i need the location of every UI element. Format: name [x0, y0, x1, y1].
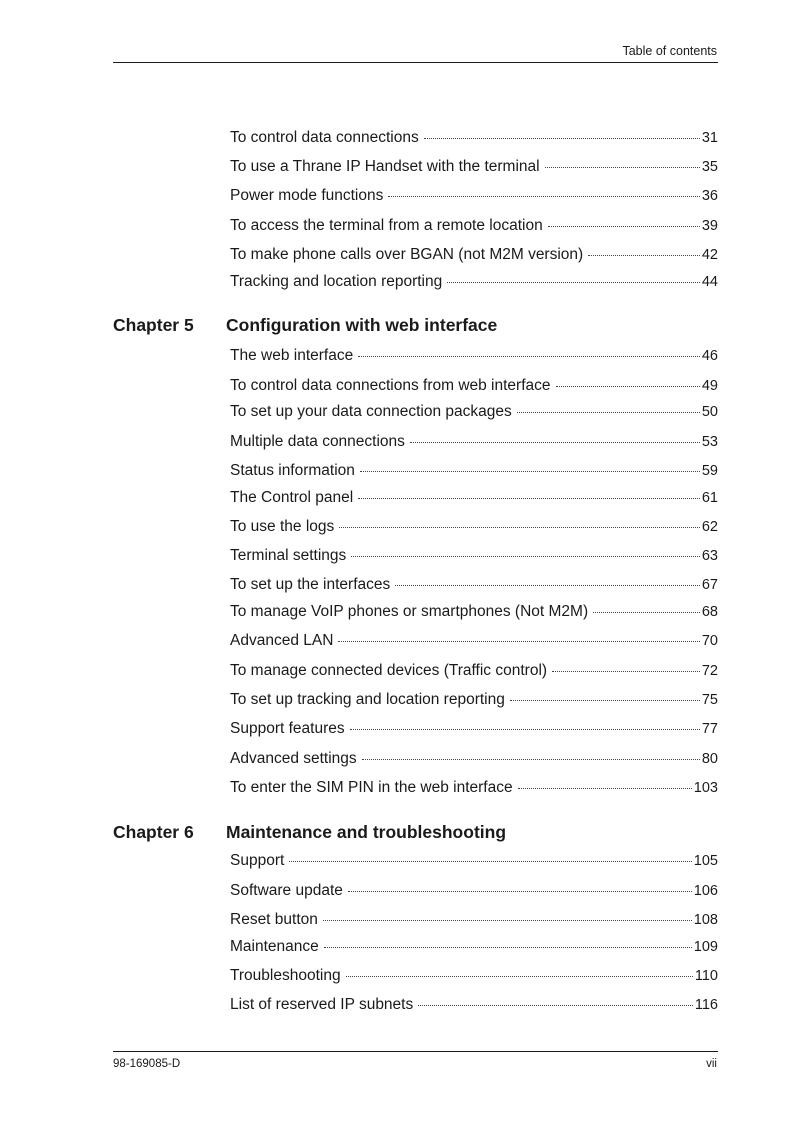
dot-leader	[346, 976, 693, 977]
chapter-heading[interactable]	[113, 821, 718, 843]
toc-entry[interactable]	[230, 488, 718, 508]
toc-entry[interactable]	[230, 749, 718, 769]
toc-entry-title: To enter the SIM PIN in the web interface	[230, 779, 513, 796]
toc-entry[interactable]	[230, 272, 718, 292]
toc-entry-title: Power mode functions	[230, 187, 384, 204]
toc-entry-title: To manage VoIP phones or smartphones (Not M2M)	[230, 603, 589, 620]
toc-entry-page: 103	[693, 780, 718, 796]
toc-entry[interactable]	[230, 157, 718, 177]
chapter-label: Chapter 6	[113, 822, 194, 842]
chapter-title: Maintenance and troubleshooting	[226, 822, 507, 842]
toc-entry-page: 109	[693, 939, 718, 955]
toc-entry-title: Reset button	[230, 911, 318, 928]
toc-entry-title: To set up your data connection packages	[230, 403, 512, 420]
toc-entry[interactable]	[230, 546, 718, 566]
toc-entry[interactable]	[230, 245, 718, 265]
toc-entry[interactable]	[230, 432, 718, 452]
toc-entry[interactable]	[230, 186, 718, 206]
toc-entry[interactable]	[230, 719, 718, 739]
toc-entry-title: Tracking and location reporting	[230, 273, 443, 290]
toc-entry-page: 50	[701, 404, 718, 420]
toc-entry[interactable]	[230, 910, 718, 930]
toc-entry-page: 49	[701, 378, 718, 394]
toc-entry-page: 63	[701, 548, 718, 564]
toc-entry-page: 70	[701, 633, 718, 649]
header-divider	[113, 62, 718, 63]
toc-entry-title: To make phone calls over BGAN (not M2M version)	[230, 246, 584, 263]
toc-entry-title: Support features	[230, 720, 345, 737]
toc-entry[interactable]	[230, 461, 718, 481]
toc-entry-page: 59	[701, 463, 718, 479]
toc-entry-page: 68	[701, 604, 718, 620]
toc-entry-page: 46	[701, 348, 718, 364]
toc-entry-page: 72	[701, 663, 718, 679]
toc-entry[interactable]	[230, 517, 718, 537]
dot-leader	[323, 920, 692, 921]
toc-entry-title: Status information	[230, 462, 355, 479]
toc-entry[interactable]	[230, 661, 718, 681]
toc-entry[interactable]	[230, 216, 718, 236]
toc-entry-title: Maintenance	[230, 938, 319, 955]
toc-entry-page: 105	[693, 853, 718, 869]
toc-entry[interactable]	[230, 631, 718, 651]
toc-entry[interactable]	[230, 851, 718, 871]
dot-leader	[362, 759, 700, 760]
toc-entry-title: To control data connections	[230, 129, 419, 146]
dot-leader	[418, 1005, 693, 1006]
dot-leader	[517, 412, 700, 413]
chapter-label: Chapter 5	[113, 315, 194, 335]
toc-entry-title: To control data connections from web interface	[230, 377, 551, 394]
toc-entry-page: 108	[693, 912, 718, 928]
toc-entry-page: 42	[701, 247, 718, 263]
toc-entry-page: 35	[701, 159, 718, 175]
header-title: Table of contents	[622, 44, 717, 58]
page-number: vii	[706, 1058, 717, 1070]
toc-entry-page: 61	[701, 490, 718, 506]
toc-entry-title: To access the terminal from a remote location	[230, 217, 543, 234]
dot-leader	[350, 729, 700, 730]
toc-entry-page: 75	[701, 692, 718, 708]
toc-entry-page: 62	[701, 519, 718, 535]
dot-leader	[447, 282, 700, 283]
dot-leader	[545, 167, 700, 168]
toc-entry-title: To set up tracking and location reporting	[230, 691, 505, 708]
toc-entry-title: Advanced settings	[230, 750, 357, 767]
toc-entry-title: Multiple data connections	[230, 433, 405, 450]
toc-entry-page: 110	[694, 968, 718, 984]
toc-entry-title: To use a Thrane IP Handset with the terminal	[230, 158, 540, 175]
toc-entry-page: 36	[701, 188, 718, 204]
toc-entry[interactable]	[230, 602, 718, 622]
document-number: 98-169085-D	[113, 1058, 181, 1070]
dot-leader	[358, 498, 700, 499]
dot-leader	[338, 641, 699, 642]
footer-divider	[113, 1051, 718, 1052]
toc-entry-title: List of reserved IP subnets	[230, 996, 414, 1013]
dot-leader	[424, 138, 700, 139]
toc-entry-page: 39	[701, 218, 718, 234]
toc-entry[interactable]	[230, 690, 718, 710]
toc-entry[interactable]	[230, 881, 718, 901]
dot-leader	[510, 700, 700, 701]
toc-entry-page: 116	[694, 997, 718, 1013]
toc-entry-title: To set up the interfaces	[230, 576, 391, 593]
toc-entry[interactable]	[230, 966, 718, 986]
dot-leader	[289, 861, 692, 862]
toc-entry-title: Software update	[230, 882, 343, 899]
toc-entry-title: To use the logs	[230, 518, 335, 535]
toc-entry[interactable]	[230, 995, 718, 1015]
dot-leader	[339, 527, 700, 528]
toc-entry-page: 77	[701, 721, 718, 737]
toc-entry-title: To manage connected devices (Traffic control)	[230, 662, 548, 679]
dot-leader	[324, 947, 692, 948]
dot-leader	[360, 471, 700, 472]
chapter-heading[interactable]	[113, 314, 718, 336]
dot-leader	[358, 356, 700, 357]
dot-leader	[351, 556, 700, 557]
toc-entry-title: The Control panel	[230, 489, 354, 506]
dot-leader	[593, 612, 700, 613]
toc-entry[interactable]	[230, 575, 718, 595]
toc-entry[interactable]	[230, 346, 718, 366]
toc-entry[interactable]	[230, 778, 718, 798]
toc-entry-title: Troubleshooting	[230, 967, 341, 984]
toc-entry-title: Advanced LAN	[230, 632, 334, 649]
toc-entry-page: 106	[693, 883, 718, 899]
dot-leader	[388, 196, 700, 197]
toc-entry[interactable]	[230, 128, 718, 148]
dot-leader	[548, 226, 700, 227]
dot-leader	[410, 442, 700, 443]
dot-leader	[395, 585, 700, 586]
toc-entry-page: 80	[701, 751, 718, 767]
toc-entry-page: 31	[701, 130, 718, 146]
toc-entry[interactable]	[230, 376, 718, 396]
toc-entry[interactable]	[230, 402, 718, 422]
dot-leader	[588, 255, 700, 256]
dot-leader	[348, 891, 692, 892]
chapter-title: Configuration with web interface	[226, 315, 498, 335]
toc-entry[interactable]	[230, 937, 718, 957]
toc-entry-page: 67	[701, 577, 718, 593]
toc-entry-title: Support	[230, 852, 285, 869]
dot-leader	[556, 386, 700, 387]
dot-leader	[552, 671, 700, 672]
toc-entry-page: 44	[701, 274, 718, 290]
toc-entry-title: The web interface	[230, 347, 354, 364]
toc-entry-page: 53	[701, 434, 718, 450]
dot-leader	[518, 788, 692, 789]
toc-entry-title: Terminal settings	[230, 547, 347, 564]
